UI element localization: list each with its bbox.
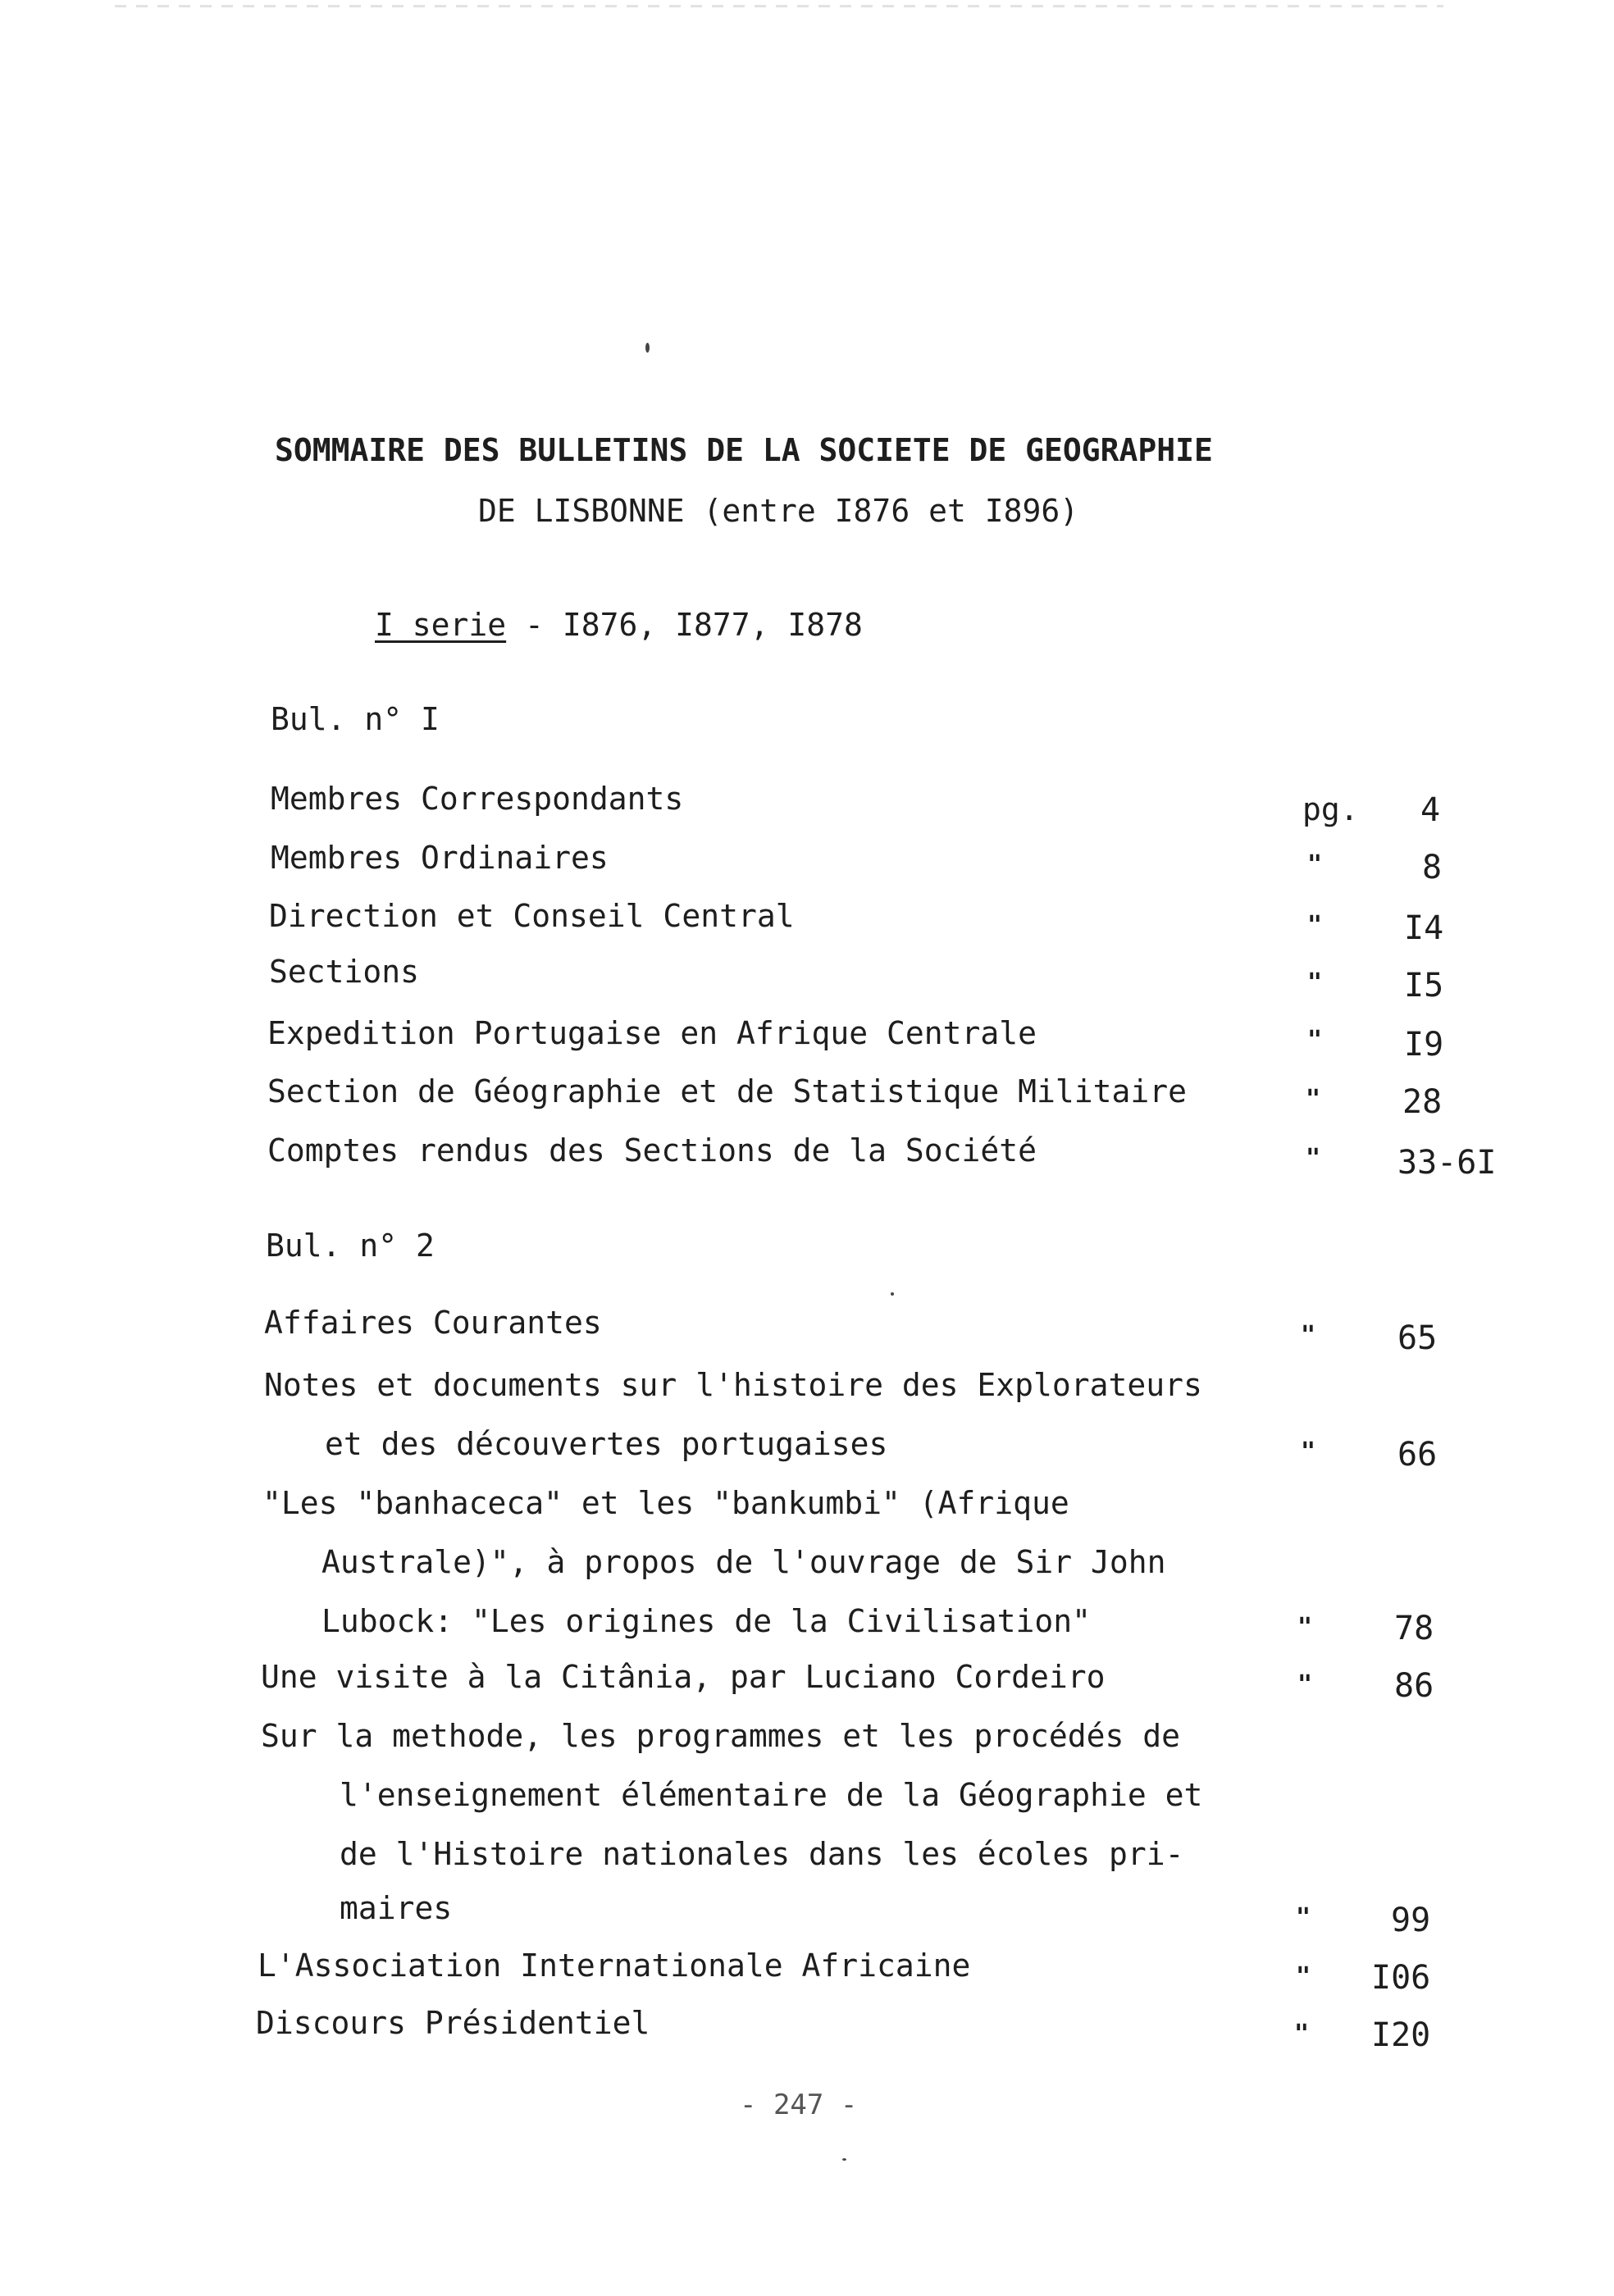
toc-entry-title: Comptes rendus des Sections de la Société (267, 1132, 1037, 1168)
toc-entry-marker: " (1307, 1026, 1323, 1055)
toc-entry-page: 65 (1397, 1319, 1438, 1357)
toc-entry-title: Section de Géographie et de Statistique Militaire (267, 1073, 1188, 1109)
series-separator: - (525, 607, 544, 643)
scan-artifact-top (115, 5, 1443, 7)
toc-entry-page: 66 (1397, 1436, 1438, 1474)
toc-entry-marker: " (1301, 1321, 1316, 1350)
toc-entry-title: "Les "banhaceca" et les "bankumbi" (Afrique (262, 1485, 1069, 1521)
toc-entry-page: I4 (1404, 909, 1444, 947)
bulletin-heading: Bul. n° I (271, 701, 440, 737)
document-title-line-1: SOMMAIRE DES BULLETINS DE LA SOCIETE DE GEOGRAPHIE (275, 432, 1213, 468)
toc-entry-marker: " (1306, 1144, 1321, 1173)
toc-entry-marker: " (1297, 1670, 1313, 1699)
toc-entry-marker: pg. (1302, 791, 1359, 827)
toc-entry-page: I5 (1404, 967, 1444, 1004)
toc-entry-title: Notes et documents sur l'histoire des Explorateurs (264, 1367, 1202, 1403)
toc-entry-marker: " (1301, 1437, 1316, 1466)
toc-entry-page: I06 (1371, 1959, 1431, 1997)
ink-speck (842, 2158, 846, 2161)
toc-entry-title: Une visite à la Citânia, par Luciano Cordeiro (261, 1659, 1106, 1695)
page-number-footer: - 247 - (740, 2089, 858, 2121)
toc-entry-page: 28 (1402, 1083, 1443, 1121)
toc-entry-page: I9 (1404, 1026, 1444, 1064)
toc-entry-title: Expedition Portugaise en Afrique Centrale (267, 1015, 1037, 1051)
toc-entry-marker: " (1294, 2020, 1310, 2048)
toc-entry-page: 8 (1422, 849, 1443, 886)
toc-entry-title: Direction et Conseil Central (269, 898, 795, 934)
toc-entry-title: et des découvertes portugaises (325, 1426, 888, 1462)
series-years: I876, I877, I878 (562, 607, 863, 643)
toc-entry-marker: " (1307, 968, 1323, 997)
toc-entry-marker: " (1307, 850, 1323, 879)
series-label: I serie (375, 607, 507, 643)
toc-entry-title: Sections (269, 954, 420, 990)
toc-entry-title: Discours Présidentiel (256, 2005, 650, 2041)
toc-entry-title: L'Association Internationale Africaine (258, 1947, 971, 1984)
document-title-line-2: DE LISBONNE (entre I876 et I896) (478, 493, 1079, 529)
toc-entry-page: 33-6I (1397, 1144, 1497, 1182)
toc-entry-title: Sur la methode, les programmes et les procédés de (261, 1718, 1181, 1754)
toc-entry-title: Affaires Courantes (264, 1305, 602, 1341)
toc-entry-marker: " (1297, 1613, 1313, 1642)
toc-entry-page: 99 (1391, 1902, 1431, 1939)
bulletin-heading: Bul. n° 2 (266, 1228, 435, 1264)
ink-speck (645, 343, 650, 353)
toc-entry-title: Membres Correspondants (271, 781, 684, 817)
toc-entry-marker: " (1296, 1962, 1311, 1991)
toc-entry-marker: " (1306, 1085, 1321, 1114)
toc-entry-page: 86 (1394, 1667, 1434, 1705)
toc-entry-title: Membres Ordinaires (271, 840, 609, 876)
toc-entry-title: de l'Histoire nationales dans les écoles pri- (340, 1836, 1184, 1872)
ink-speck (891, 1292, 894, 1296)
toc-entry-page: 78 (1394, 1610, 1434, 1647)
toc-entry-marker: " (1307, 911, 1323, 940)
toc-entry-title: Australe)", à propos de l'ouvrage de Sir John (321, 1544, 1166, 1580)
toc-entry-title: l'enseignement élémentaire de la Géographie et (340, 1777, 1203, 1813)
toc-entry-title: maires (340, 1890, 453, 1926)
toc-entry-page: I20 (1371, 2016, 1431, 2054)
series-line (375, 607, 863, 643)
toc-entry-page: 4 (1420, 791, 1441, 829)
toc-entry-marker: " (1296, 1903, 1311, 1932)
toc-entry-title: Lubock: "Les origines de la Civilisation" (321, 1603, 1091, 1639)
